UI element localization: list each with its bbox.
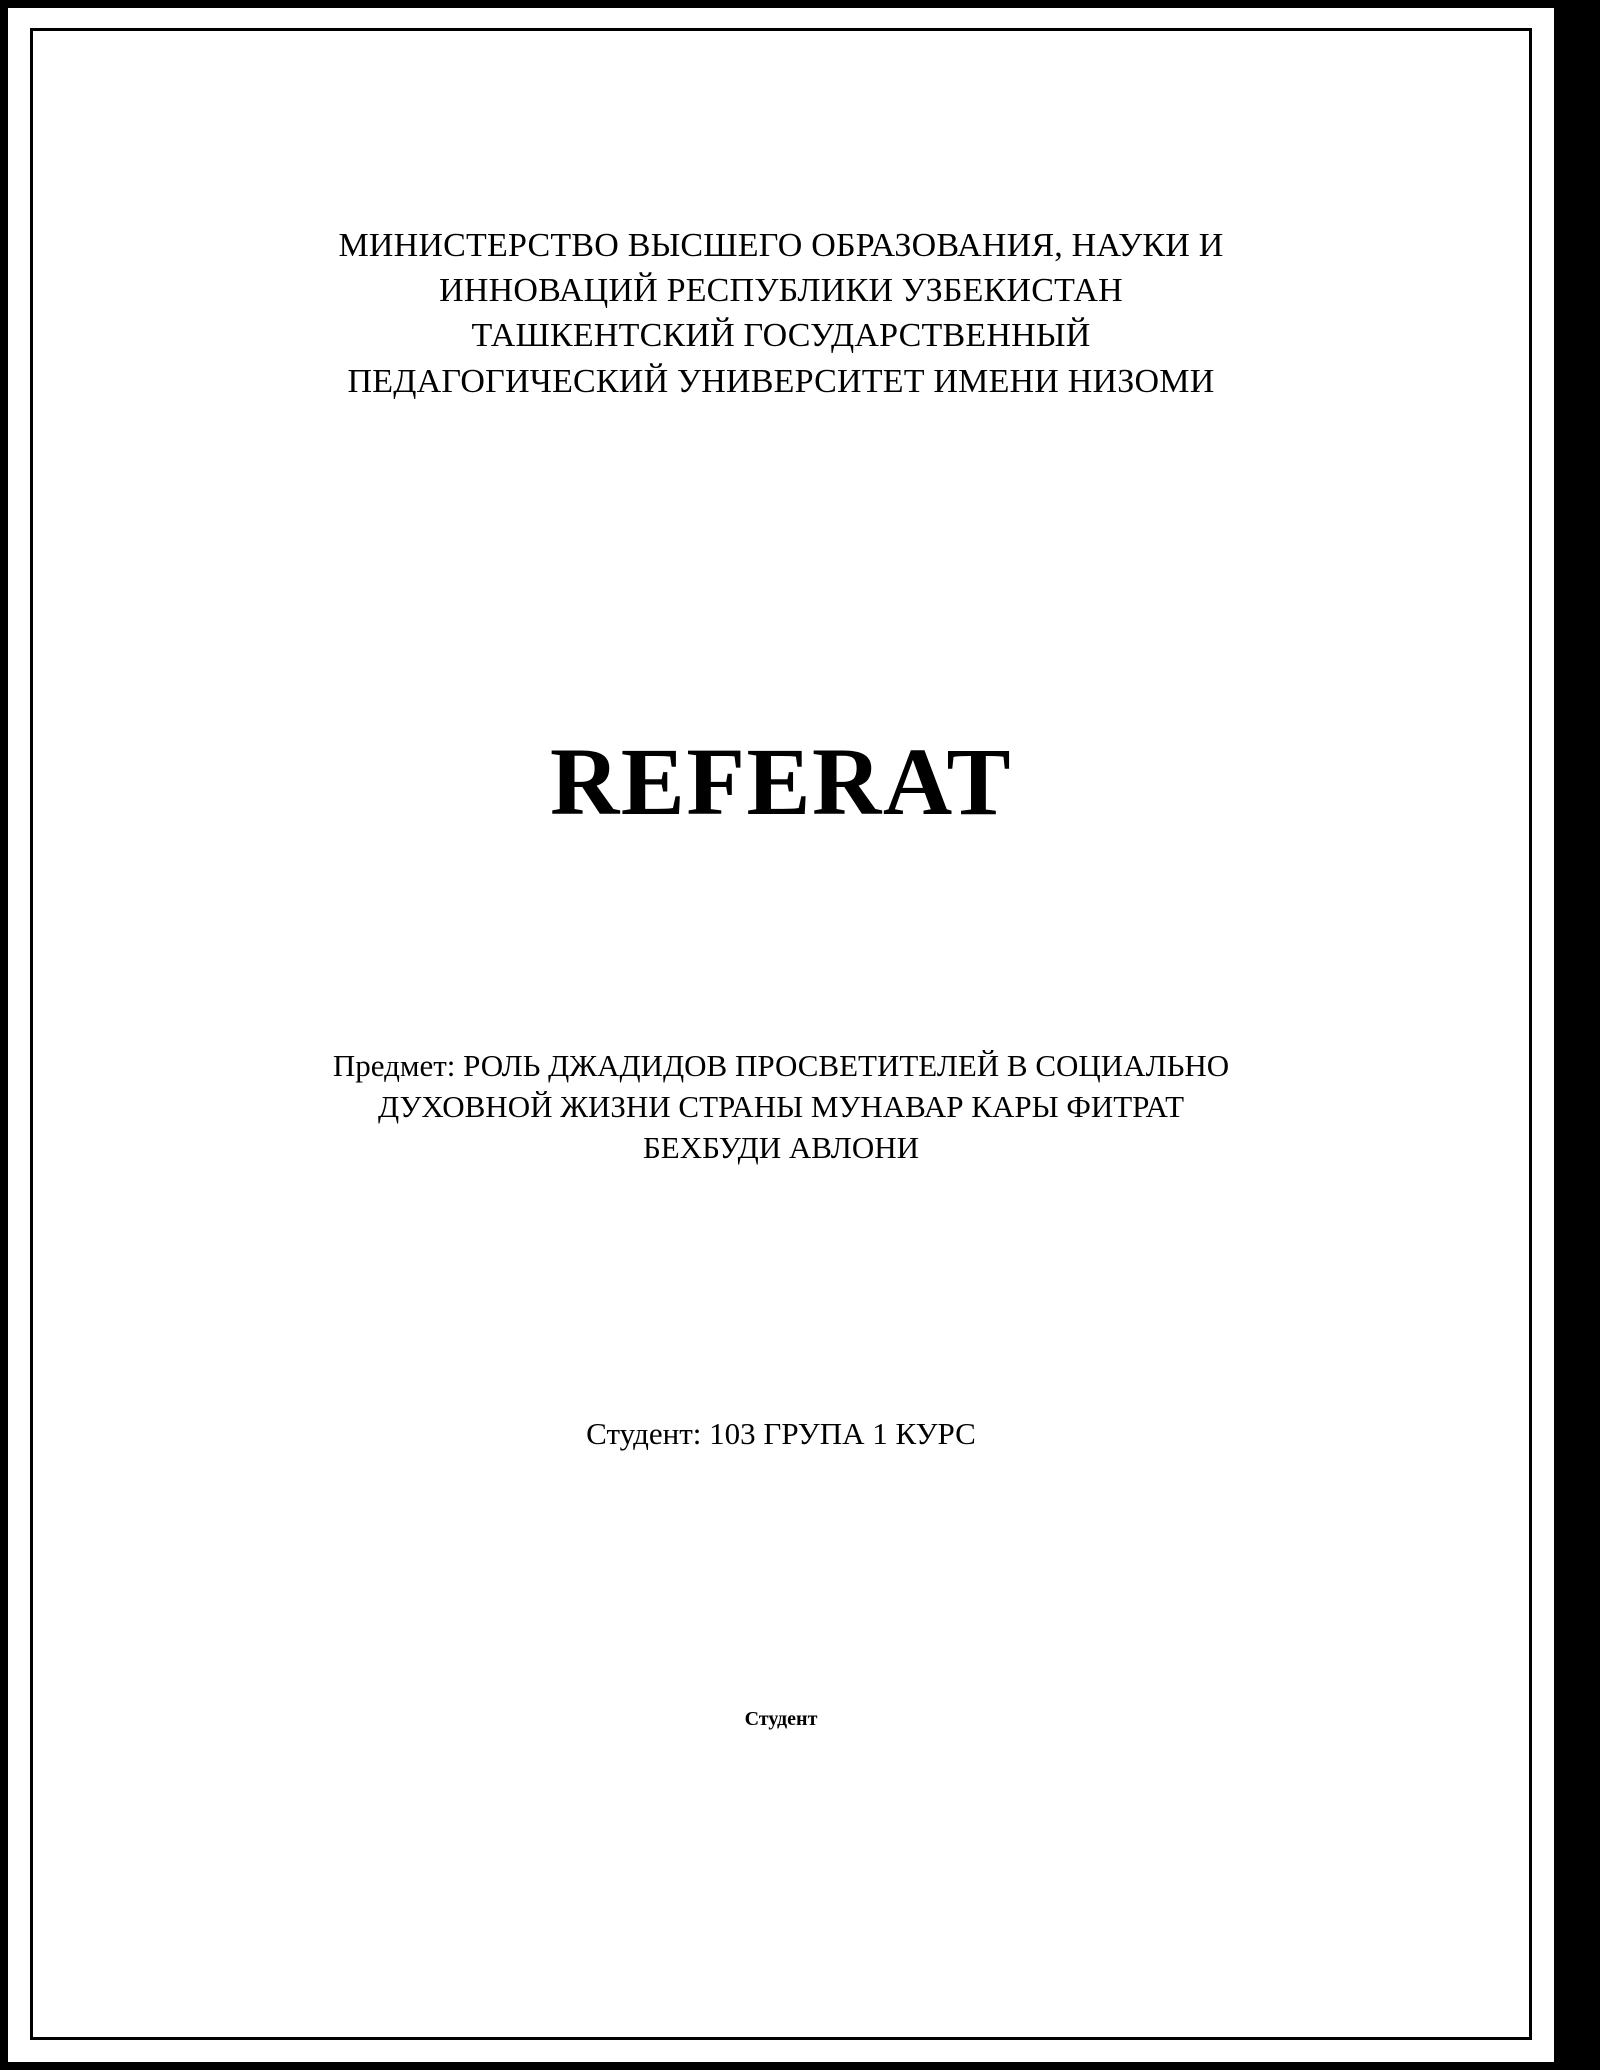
institution-header	[178, 223, 1384, 404]
title-page-content	[8, 8, 1554, 2062]
subject-line-2: ДУХОВНОЙ ЖИЗНИ СТРАНЫ МУНАВАР КАРЫ ФИТРАТ	[377, 1089, 1185, 1125]
subject-block	[178, 1045, 1384, 1169]
institution-header-line-4: ПЕДАГОГИЧЕСКИЙ УНИВЕРСИТЕТ ИМЕНИ НИЗОМИ	[347, 362, 1215, 400]
institution-header-line-2: ИННОВАЦИЙ РЕСПУБЛИКИ УЗБЕКИСТАН	[439, 272, 1123, 310]
title-page	[8, 8, 1554, 2062]
institution-header-line-3: ТАШКЕНТСКИЙ ГОСУДАРСТВЕННЫЙ	[471, 317, 1091, 355]
document-type-title: REFERAT	[549, 727, 1013, 835]
student-info: Студент: 103 ГРУПА 1 КУРС	[586, 1415, 976, 1451]
institution-header-line-1: МИНИСТЕРСТВО ВЫСШЕГО ОБРАЗОВАНИЯ, НАУКИ И	[338, 227, 1224, 264]
subject-line-1: Предмет: РОЛЬ ДЖАДИДОВ ПРОСВЕТИТЕЛЕЙ В СОЦИАЛЬНО	[332, 1047, 1230, 1083]
signature-label: Студент	[744, 1708, 818, 1730]
subject-line-3: БЕХБУДИ АВЛОНИ	[642, 1130, 919, 1166]
